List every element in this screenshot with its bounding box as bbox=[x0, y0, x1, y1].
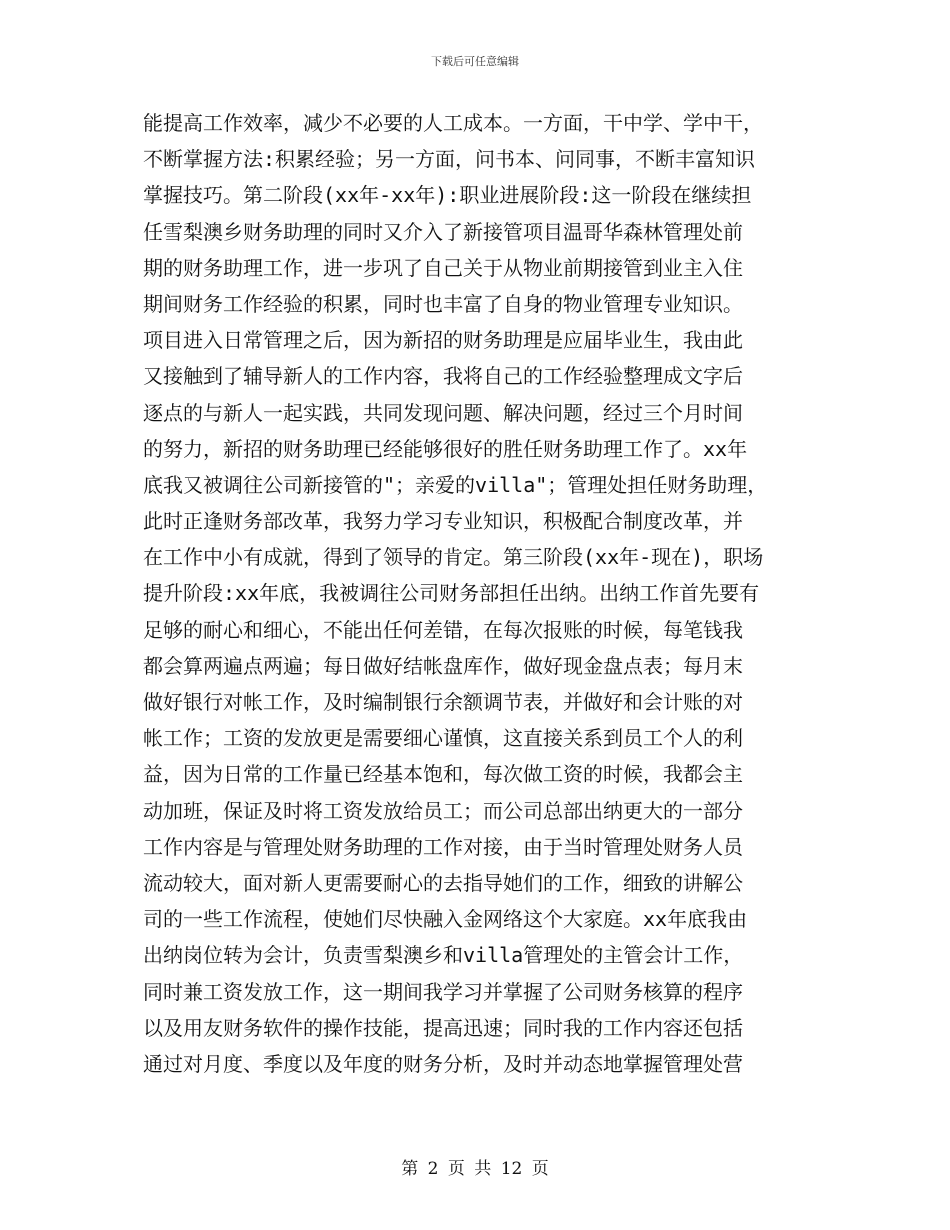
text-line: 帐工作；工资的发放更是需要细心谨慎，这直接关系到员工个人的利 bbox=[143, 726, 743, 751]
page-number-footer: 第 2 页 共 12 页 bbox=[401, 1159, 549, 1179]
page-header-note: 下载后可任意编辑 bbox=[431, 55, 519, 68]
text-line: 工作内容是与管理处财务助理的工作对接，由于当时管理处财务人员 bbox=[143, 834, 743, 859]
text-line: 能提高工作效率，减少不必要的人工成本。一方面，干中学、学中干， bbox=[143, 111, 763, 135]
text-line: 逐点的与新人一起实践，共同发现问题、解决问题，经过三个月时间 bbox=[143, 400, 743, 425]
text-line: 不断掌握方法:积累经验；另一方面，问书本、问同事，不断丰富知识 bbox=[143, 147, 756, 172]
text-line: 期的财务助理工作，进一步巩了自己关于从物业前期接管到业主入住 bbox=[143, 255, 743, 280]
text-line: 出纳岗位转为会计，负责雪梨澳乡和villa管理处的主管会计工作， bbox=[143, 943, 744, 968]
text-line: 此时正逢财务部改革，我努力学习专业知识，积极配合制度改革，并 bbox=[143, 509, 743, 534]
text-line: 益，因为日常的工作量已经基本饱和，每次做工资的时候，我都会主 bbox=[143, 762, 743, 787]
text-line: 同时兼工资发放工作，这一期间我学习并掌握了公司财务核算的程序 bbox=[143, 979, 743, 1004]
text-line: 足够的耐心和细心，不能出任何差错，在每次报账的时候，每笔钱我 bbox=[143, 617, 743, 642]
text-line: 任雪梨澳乡财务助理的同时又介入了新接管项目温哥华森林管理处前 bbox=[143, 219, 743, 244]
text-line: 做好银行对帐工作，及时编制银行余额调节表，并做好和会计账的对 bbox=[143, 690, 743, 714]
text-line: 底我又被调往公司新接管的"；亲爱的villa"；管理处担任财务助理， bbox=[143, 472, 768, 497]
text-line: 又接触到了辅导新人的工作内容，我将自己的工作经验整理成文字后 bbox=[143, 364, 743, 389]
text-line: 项目进入日常管理之后，因为新招的财务助理是应届毕业生，我由此 bbox=[143, 328, 743, 353]
text-line: 的努力，新招的财务助理已经能够很好的胜任财务助理工作了。xx年 bbox=[143, 436, 748, 461]
text-line: 掌握技巧。第二阶段(xx年-xx年):职业进展阶段:这一阶段在继续担 bbox=[143, 183, 752, 208]
text-line: 都会算两遍点两遍；每日做好结帐盘库作，做好现金盘点表；每月末 bbox=[143, 653, 743, 678]
text-line: 流动较大，面对新人更需要耐心的去指导她们的工作，细致的讲解公 bbox=[143, 870, 743, 895]
text-line: 期间财务工作经验的积累，同时也丰富了自身的物业管理专业知识。 bbox=[143, 291, 743, 316]
text-line: 提升阶段:xx年底，我被调往公司财务部担任出纳。出纳工作首先要有 bbox=[143, 581, 760, 606]
text-line: 以及用友财务软件的操作技能，提高迅速；同时我的工作内容还包括 bbox=[143, 1015, 743, 1040]
text-line: 通过对月度、季度以及年度的财务分析，及时并动态地掌握管理处营 bbox=[143, 1051, 743, 1076]
text-line: 司的一些工作流程，使她们尽快融入金网络这个大家庭。xx年底我由 bbox=[143, 907, 748, 932]
text-line: 动加班，保证及时将工资发放给员工；而公司总部出纳更大的一部分 bbox=[143, 798, 743, 823]
body-text bbox=[143, 105, 813, 1082]
text-line: 在工作中小有成就，得到了领导的肯定。第三阶段(xx年-现在)，职场 bbox=[143, 545, 764, 570]
